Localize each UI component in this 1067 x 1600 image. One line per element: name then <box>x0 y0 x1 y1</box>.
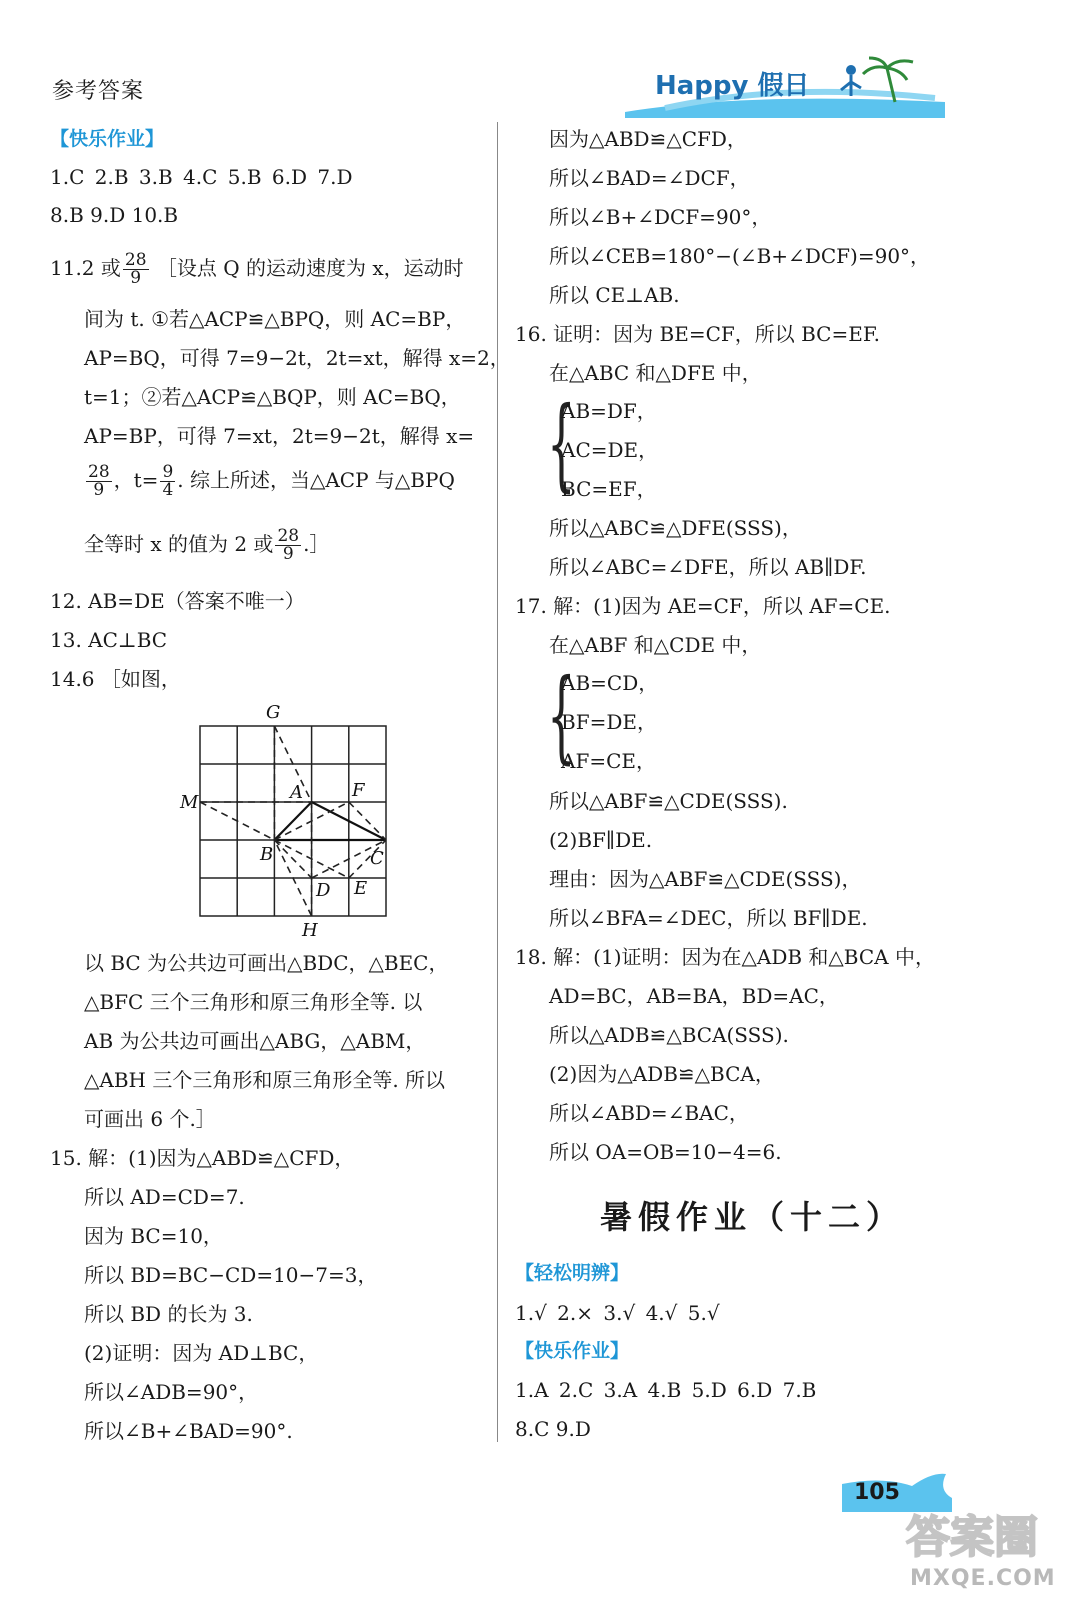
watermark-logo-icon <box>900 1500 1065 1570</box>
q11-line3: AP=BQ，可得 7=9−2t，2t=xt，解得 x=2， <box>84 346 510 370</box>
q11-explain: ［设点 Q 的运动速度为 x，运动时 <box>150 256 464 280</box>
q16-brace-group <box>547 385 747 514</box>
fraction: $\frac{28}{9}$ <box>277 526 300 564</box>
watermark-url: MXQE.COM <box>910 1566 1056 1591</box>
q18-line6: 所以 OA=OB=10−4=6. <box>549 1140 782 1164</box>
q16-line4: 所以∠ABC=∠DFE，所以 AB∥DF. <box>549 555 867 579</box>
answers-mc2-row2: 8.C 9.D <box>515 1417 591 1441</box>
q15-line8: 所以∠B+∠BAD=90°. <box>84 1419 293 1443</box>
q18-line5: 所以∠ABD=∠BAC， <box>549 1101 749 1125</box>
fig-label-g: G <box>266 702 281 723</box>
q15-line1: 15. 解：(1)因为△ABD≌△CFD， <box>50 1146 355 1170</box>
q11-answer: 11.2 或 <box>50 256 121 280</box>
fig-label-a: A <box>290 782 303 803</box>
fraction: $\frac{9}{4}$ <box>162 462 174 500</box>
q14-line2: △BFC 三个三角形和原三角形全等. 以 <box>84 990 423 1014</box>
fig-label-e: E <box>354 878 368 899</box>
q18-line4: (2)因为△ADB≌△BCA， <box>549 1062 775 1086</box>
q11-line5: AP=BP，可得 7=xt，2t=9−2t，解得 x= <box>84 424 475 448</box>
answers-mc-row2: 8.B 9.D 10.B <box>50 203 179 227</box>
q15-line2: 所以 AD=CD=7. <box>84 1185 245 1209</box>
q11-line2: 间为 t. ①若△ACP≌△BPQ，则 AC=BP， <box>84 307 466 331</box>
q16-line2: 在△ABC 和△DFE 中， <box>549 361 762 385</box>
page-number: 105 <box>854 1480 900 1505</box>
q11-line4: t=1；②若△ACP≌△BQP，则 AC=BQ， <box>84 385 461 409</box>
q17-cond2: BF=DE， <box>561 710 657 734</box>
section-label-happy-homework: 【快乐作业】 <box>50 128 165 150</box>
q15-line5: 所以 BD 的长为 3. <box>84 1302 253 1326</box>
left-brace: { <box>547 385 576 502</box>
happy-holiday-logo <box>625 52 945 118</box>
section-label-happy-homework-2: 【快乐作业】 <box>515 1340 630 1362</box>
q15-cont-line4: 所以∠CEB=180°−(∠B+∠DCF)=90°， <box>549 244 931 268</box>
q18-line2: AD=BC，AB=BA，BD=AC， <box>549 984 839 1008</box>
q15-line6: (2)证明：因为 AD⊥BC， <box>84 1341 319 1365</box>
q15-cont-line2: 所以∠BAD=∠DCF， <box>549 166 750 190</box>
section-label-easy: 【轻松明辨】 <box>515 1262 630 1284</box>
answers-tf-row: 1.√ 2.× 3.√ 4.√ 5.√ <box>515 1301 720 1325</box>
q14-line1: 以 BC 为公共边可画出△BDC，△BEC， <box>84 951 449 975</box>
column-divider <box>497 122 498 1442</box>
watermark <box>900 1500 1065 1600</box>
fig-label-f: F <box>352 780 365 801</box>
q17-line3: 所以△ABF≌△CDE(SSS). <box>549 789 788 813</box>
q17-cond3: AF=CE， <box>561 749 656 773</box>
q17-line4: (2)BF∥DE. <box>549 828 653 852</box>
q16-line1: 16. 证明：因为 BE=CF，所以 BC=EF. <box>515 322 880 346</box>
q18-line3: 所以△ADB≌△BCA(SSS). <box>549 1023 789 1047</box>
q14-grid-figure <box>178 700 448 940</box>
logo-text: Happy 假日 <box>655 71 810 101</box>
q16-line3: 所以△ABC≌△DFE(SSS)， <box>549 516 802 540</box>
fig-label-m: M <box>180 792 199 813</box>
original-triangle <box>274 802 386 840</box>
fig-label-b: B <box>260 844 274 865</box>
q17-line6: 所以∠BFA=∠DEC，所以 BF∥DE. <box>549 906 868 930</box>
q11-line7: 全等时 x 的值为 2 或 $\frac{28}{9}$ .］ <box>84 526 330 564</box>
q16-cond1: AB=DF， <box>561 399 657 423</box>
q11-line1 <box>50 252 464 287</box>
q14-answer: 14.6 ［如图， <box>50 667 181 691</box>
fig-label-d: D <box>316 880 331 901</box>
q15-line4: 所以 BD=BC−CD=10−7=3， <box>84 1263 378 1287</box>
q11-line6: $\frac{28}{9}$ ，t= $\frac{9}{4}$ . 综上所述，当△ACP 与△BPQ <box>88 462 455 500</box>
q14-line4: △ABH 三个三角形和原三角形全等. 所以 <box>84 1068 446 1092</box>
q16-cond2: AC=DE， <box>561 438 659 462</box>
q14-line3: AB 为公共边可画出△ABG，△ABM， <box>84 1029 426 1053</box>
q16-cond3: BC=EF， <box>561 477 657 501</box>
fraction: $\frac{28}{9}$ <box>88 462 110 500</box>
fig-label-h: H <box>302 920 318 940</box>
q17-brace-group <box>547 657 747 786</box>
answers-mc-row1: 1.C 2.B 3.B 4.C 5.B 6.D 7.D <box>50 165 353 189</box>
q17-line2: 在△ABF 和△CDE 中， <box>549 633 762 657</box>
q17-cond1: AB=CD， <box>561 671 659 695</box>
fraction: $\frac{28}{9}$ <box>124 250 147 288</box>
section-title: 暑假作业（十二） <box>600 1198 905 1236</box>
q17-line1: 17. 解：(1)因为 AE=CF，所以 AF=CE. <box>515 594 891 618</box>
q15-cont-line3: 所以∠B+∠DCF=90°， <box>549 205 772 229</box>
q15-line3: 因为 BC=10， <box>84 1224 223 1248</box>
q15-cont-line1: 因为△ABD≌△CFD， <box>549 127 747 151</box>
q18-line1: 18. 解：(1)证明：因为在△ADB 和△BCA 中， <box>515 945 935 969</box>
left-brace: { <box>547 657 576 774</box>
page-header-title: 参考答案 <box>52 79 145 104</box>
answers-mc2-row1: 1.A 2.C 3.A 4.B 5.D 6.D 7.B <box>515 1378 817 1402</box>
fig-label-c: C <box>370 848 384 869</box>
q13-answer: 13. AC⊥BC <box>50 628 168 652</box>
q12-answer: 12. AB=DE（答案不唯一） <box>50 589 305 613</box>
q15-cont-line5: 所以 CE⊥AB. <box>549 283 680 307</box>
q17-line5: 理由：因为△ABF≌△CDE(SSS)， <box>549 867 862 891</box>
q15-line7: 所以∠ADB=90°， <box>84 1380 259 1404</box>
q14-line5: 可画出 6 个.］ <box>84 1107 216 1131</box>
svg-text:答案圈: 答案圈 <box>906 1512 1038 1563</box>
